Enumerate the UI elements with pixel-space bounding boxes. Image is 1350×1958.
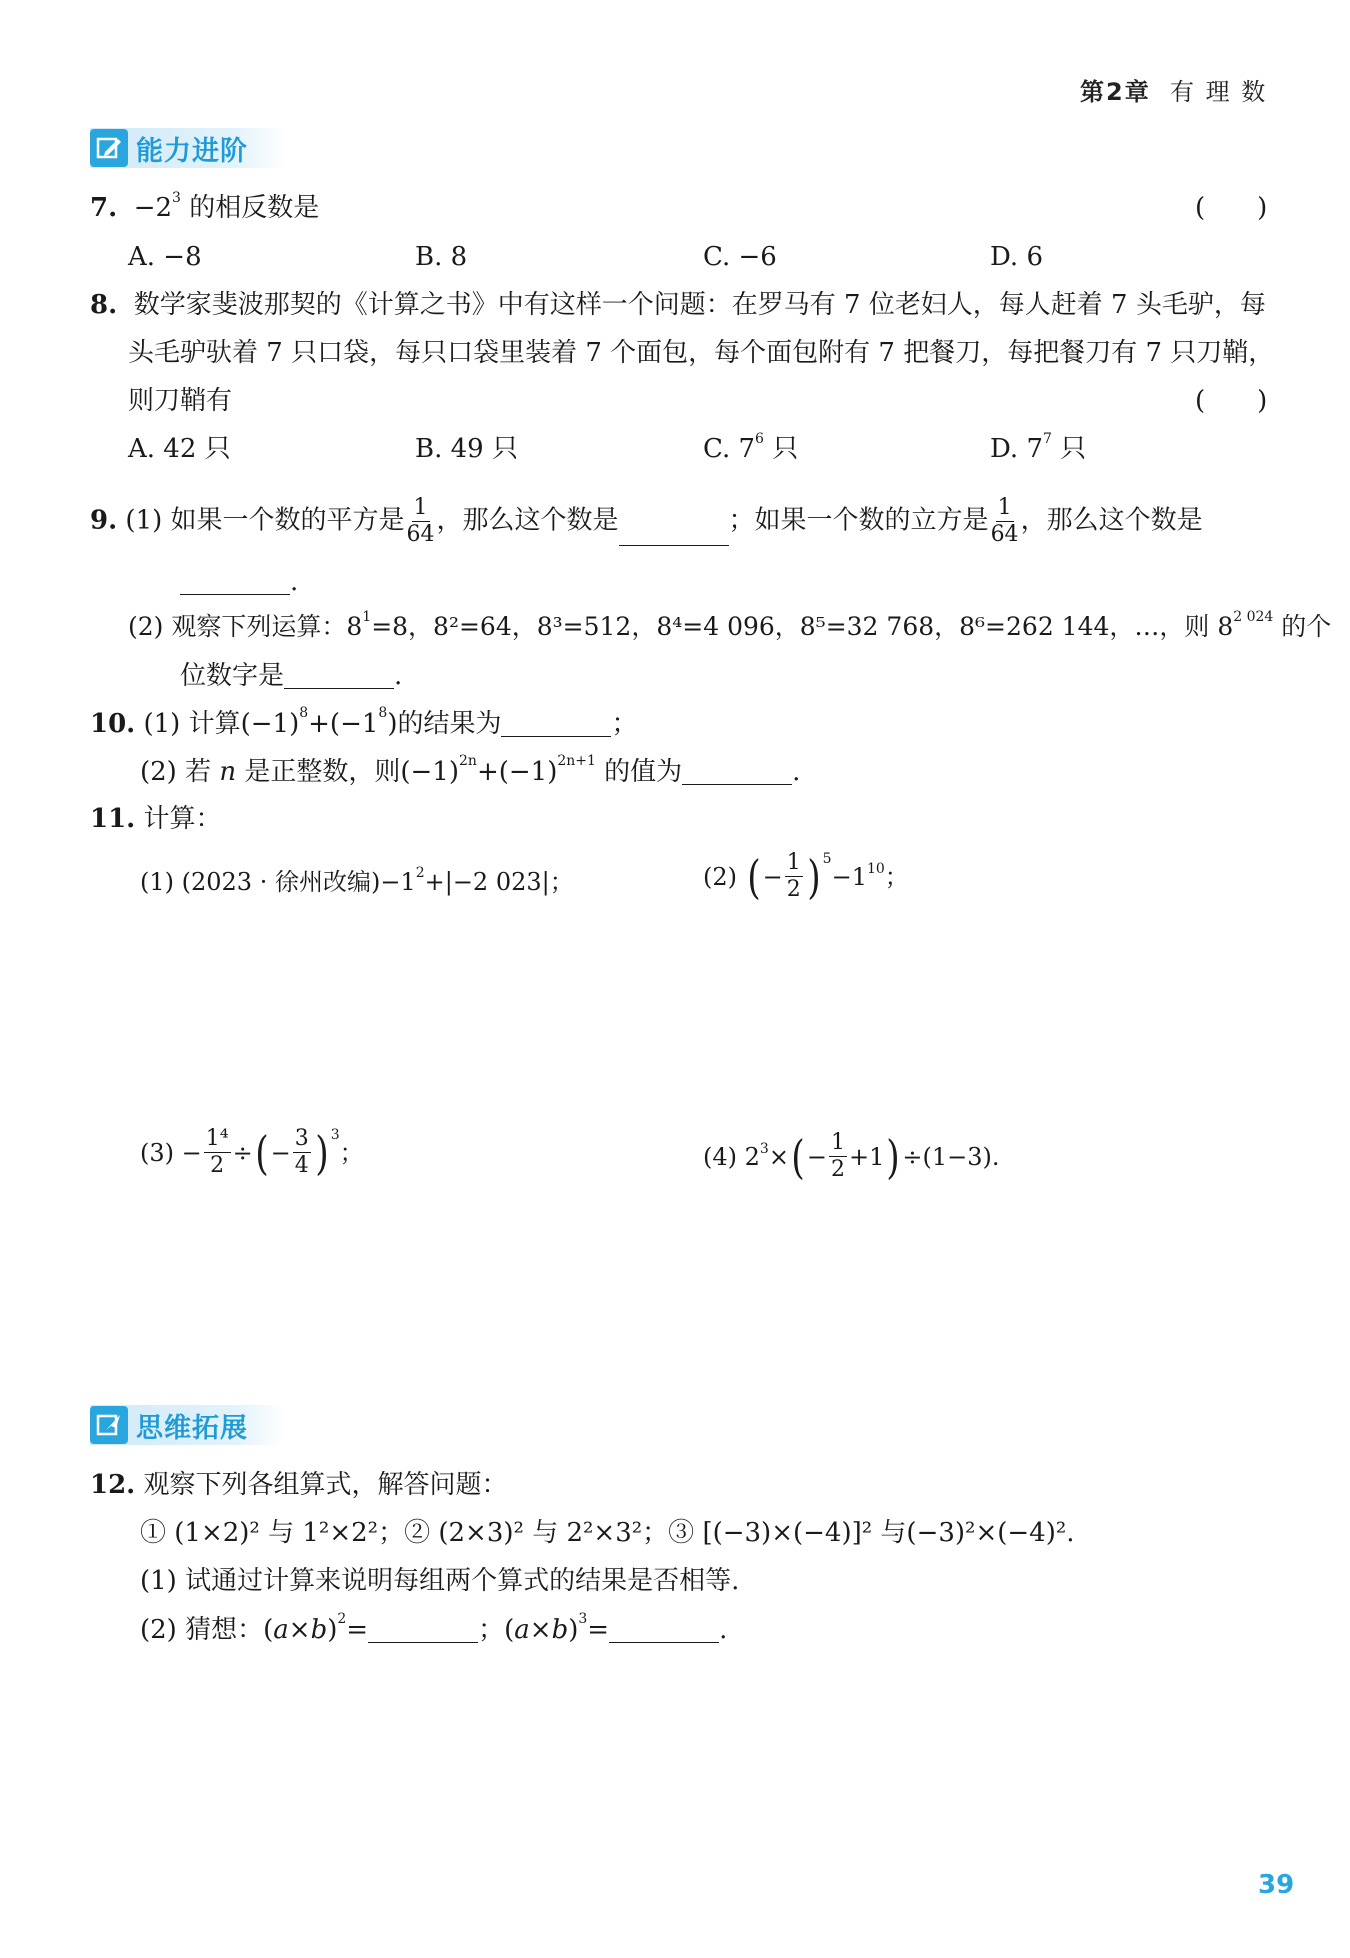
fraction-numerator: 1: [413, 495, 428, 520]
variable-a: a: [514, 1615, 530, 1645]
question-8-line1: [90, 292, 1266, 318]
right-paren: ): [314, 1125, 329, 1180]
q8-text-line3: 则刀鞘有: [128, 386, 233, 416]
q11-s4-exponent: 3: [759, 1140, 769, 1157]
q11-title-text: 计算：: [143, 804, 222, 834]
fraction-3-4: [293, 1128, 311, 1177]
q9-p2-text-b: 的个: [1273, 612, 1332, 641]
q10-p2-text-c: +(−1): [476, 757, 558, 787]
q7-stem-prefix: −2: [133, 193, 173, 223]
fraction-numerator: 1: [786, 850, 801, 875]
q11-s2-text-b: −1: [831, 862, 867, 891]
fraction-numerator: 1: [997, 495, 1012, 520]
q11-s4-text-d: ÷(1−3).: [902, 1142, 1000, 1171]
q12-exponent-2: 2: [337, 1611, 347, 1627]
chapter-header: [1080, 72, 1267, 107]
q11-s2-exponent: 5: [822, 850, 832, 867]
fraction-1-2: [785, 852, 803, 901]
answer-blank[interactable]: [284, 662, 394, 689]
q10-p1-exponent-1: 8: [299, 705, 309, 721]
q9-p1-text-a: (1) 如果一个数的平方是: [125, 505, 405, 536]
variable-n: n: [219, 757, 237, 787]
question-12-title: [90, 1472, 508, 1498]
question-number: 10.: [90, 709, 136, 739]
question-11-title: [90, 806, 222, 832]
answer-blank[interactable]: [619, 519, 729, 546]
question-9-part1: [90, 497, 1203, 546]
left-paren: (: [791, 1129, 805, 1184]
chapter-number: 第2章: [1080, 78, 1151, 106]
option-d-base: D. 7: [990, 434, 1043, 464]
q7-stem-suffix: 的相反数是: [180, 193, 320, 223]
fraction-denominator: 2: [210, 1153, 225, 1178]
variable-b: b: [551, 1615, 569, 1645]
question-10-part2: [140, 753, 801, 787]
question-number: 8.: [90, 290, 118, 320]
q10-p1-text-c: )的结果为: [387, 709, 502, 739]
q9-p1-text-d: ，那么这个数是: [1020, 505, 1203, 536]
answer-blank[interactable]: [180, 568, 290, 595]
option-c[interactable]: [703, 431, 799, 464]
fraction-numerator: 3: [294, 1126, 309, 1151]
variable-a: a: [273, 1615, 289, 1645]
q11-s1-exponent: 2: [415, 865, 425, 881]
fraction-denominator: 2: [831, 1157, 845, 1182]
q12-p2-text-a: (2) 猜想：(: [140, 1615, 274, 1645]
times-sign: ×: [529, 1615, 552, 1645]
fraction-1-2: [829, 1132, 847, 1181]
question-number: 12.: [90, 1470, 136, 1500]
q9-p1-text-b: ，那么这个数是: [436, 505, 619, 536]
option-a[interactable]: A. 42 只: [128, 434, 231, 464]
q11-subquestion-2: [703, 849, 909, 904]
period: .: [394, 661, 403, 691]
equals-sign: =: [587, 1615, 610, 1645]
q10-p2-text-a: (2) 若: [140, 757, 220, 787]
q11-subquestion-1: [140, 865, 574, 896]
option-d-unit: 只: [1051, 434, 1087, 464]
page-number: 39: [1258, 1870, 1295, 1900]
q8-text-line2: 头毛驴驮着 7 只口袋，每只口袋里装着 7 个面包，每个面包附有 7 把餐刀，每把餐刀有 7 只刀鞘，: [128, 338, 1275, 368]
left-paren: (: [746, 849, 761, 904]
answer-bracket[interactable]: ( ): [1195, 193, 1268, 223]
fraction-denominator: 4: [294, 1153, 309, 1178]
period: .: [792, 757, 801, 787]
fraction-denominator: 64: [990, 522, 1019, 547]
semicolon: ；: [611, 709, 638, 739]
question-9-part2: [128, 609, 1332, 641]
q11-s4-plus-one: +1: [849, 1142, 885, 1171]
q11-s3-exponent: 3: [330, 1126, 340, 1143]
q10-p1-text-b: +(−1: [308, 709, 379, 739]
q8-text-line1: 数学家斐波那契的《计算之书》中有这样一个问题：在罗马有 7 位老妇人，每人赶着 7 头毛驴，每: [133, 290, 1266, 320]
rocket-icon: [90, 1406, 128, 1444]
fraction-1pow4-2: [204, 1128, 231, 1177]
q10-p2-text-d: 的值为: [595, 757, 683, 787]
q10-p2-exponent-1: 2n: [459, 753, 477, 769]
q9-p1-line2: [180, 568, 298, 595]
equals-sign: =: [346, 1615, 369, 1645]
q10-p1-text-a: (1) 计算(−1): [143, 709, 300, 739]
q12-part2: [140, 1611, 728, 1645]
q12-groups: ① (1×2)² 与 1²×2²；② (2×3)² 与 2²×3²；③ [(−3)×(−4)]² 与(−3)²×(−4)².: [140, 1518, 1075, 1548]
fraction-denominator: 2: [786, 877, 801, 902]
semicolon: ；: [884, 862, 909, 891]
question-10-part1: [90, 705, 638, 739]
question-number: 11.: [90, 804, 136, 834]
q9-p2-sequence: =8，8²=64，8³=512，8⁴=4 096，8⁵=32 768，8⁶=262 144，…，则 8: [371, 612, 1234, 641]
fraction-denominator: 64: [406, 522, 435, 547]
division-sign: ÷: [232, 1138, 253, 1167]
section-banner-advance: [90, 128, 285, 168]
option-d[interactable]: [990, 431, 1087, 464]
option-c[interactable]: C. −6: [703, 242, 777, 272]
fraction-numerator: 1: [831, 1130, 845, 1155]
q12-part1: (1) 试通过计算来说明每组两个算式的结果是否相等.: [140, 1566, 740, 1596]
q11-s2-exponent-10: 10: [866, 860, 885, 877]
option-c-exponent: 6: [755, 431, 764, 447]
period: .: [719, 1615, 728, 1645]
right-paren: ): [886, 1129, 901, 1184]
answer-blank[interactable]: [501, 710, 611, 737]
right-paren: ): [327, 1615, 338, 1645]
q10-p2-text-b: 是正整数，则(−1): [236, 757, 459, 787]
times-sign: ×: [288, 1615, 311, 1645]
minus-sign: −: [806, 1142, 827, 1171]
chapter-subject: 有 理 数: [1169, 78, 1268, 106]
minus-sign: −: [270, 1138, 291, 1167]
period: .: [290, 567, 299, 597]
q12-exponent-3: 3: [578, 1611, 588, 1627]
left-paren: (: [254, 1125, 269, 1180]
option-a[interactable]: A. −8: [128, 242, 202, 272]
q9-p2-exponent-2024: 2 024: [1233, 609, 1274, 625]
q12-separator: ；(: [478, 1615, 515, 1645]
q11-s4-label: (4) 2: [703, 1142, 760, 1171]
q9-p1-text-c: ；如果一个数的立方是: [728, 505, 989, 536]
q11-subquestion-3: [140, 1125, 364, 1180]
q9-p2-line2: [180, 662, 402, 689]
right-paren: ): [568, 1615, 579, 1645]
option-b[interactable]: B. 49 只: [415, 434, 518, 464]
answer-blank[interactable]: [682, 758, 792, 785]
q11-s1-text-b: +|−2 023|；: [424, 868, 574, 896]
q9-p2-exponent-1: 1: [362, 609, 372, 625]
answer-bracket[interactable]: ( ): [1195, 386, 1268, 416]
section-title-advance: 能力进阶: [136, 135, 248, 167]
fraction-numerator: 1⁴: [205, 1126, 229, 1151]
q11-s1-text-a: (1) (2023 · 徐州改编)−1: [140, 868, 416, 896]
q7-exponent: 3: [172, 190, 181, 206]
variable-b: b: [310, 1615, 328, 1645]
q10-p2-exponent-2: 2n+1: [557, 753, 596, 769]
option-d[interactable]: D. 6: [990, 242, 1043, 272]
fraction-1-64: [991, 497, 1019, 546]
pencil-icon: [90, 129, 128, 167]
times-sign: ×: [768, 1142, 789, 1171]
question-number: 7.: [90, 193, 118, 223]
option-c-base: C. 7: [703, 434, 756, 464]
option-d-exponent: 7: [1043, 431, 1052, 447]
semicolon: ；: [339, 1138, 364, 1167]
section-banner-extend: [90, 1405, 285, 1445]
question-7: [90, 190, 320, 223]
q11-subquestion-4: [703, 1129, 1000, 1184]
q10-p1-exponent-2: 8: [378, 705, 388, 721]
answer-blank[interactable]: [368, 1616, 478, 1643]
q11-s3-label: (3) −: [140, 1138, 202, 1167]
q9-p2-text-a: (2) 观察下列运算：8: [128, 612, 363, 641]
minus-sign: −: [762, 862, 783, 891]
q12-title-text: 观察下列各组算式，解答问题：: [143, 1470, 508, 1500]
question-number: 9.: [90, 505, 118, 536]
q9-p2-text-line2: 位数字是: [180, 661, 285, 691]
fraction-1-64: [407, 497, 435, 546]
option-c-unit: 只: [763, 434, 799, 464]
q11-s2-label: (2): [703, 862, 737, 891]
option-b[interactable]: B. 8: [415, 242, 468, 272]
section-title-extend: 思维拓展: [136, 1412, 248, 1444]
answer-blank[interactable]: [609, 1616, 719, 1643]
right-paren: ): [806, 849, 821, 904]
